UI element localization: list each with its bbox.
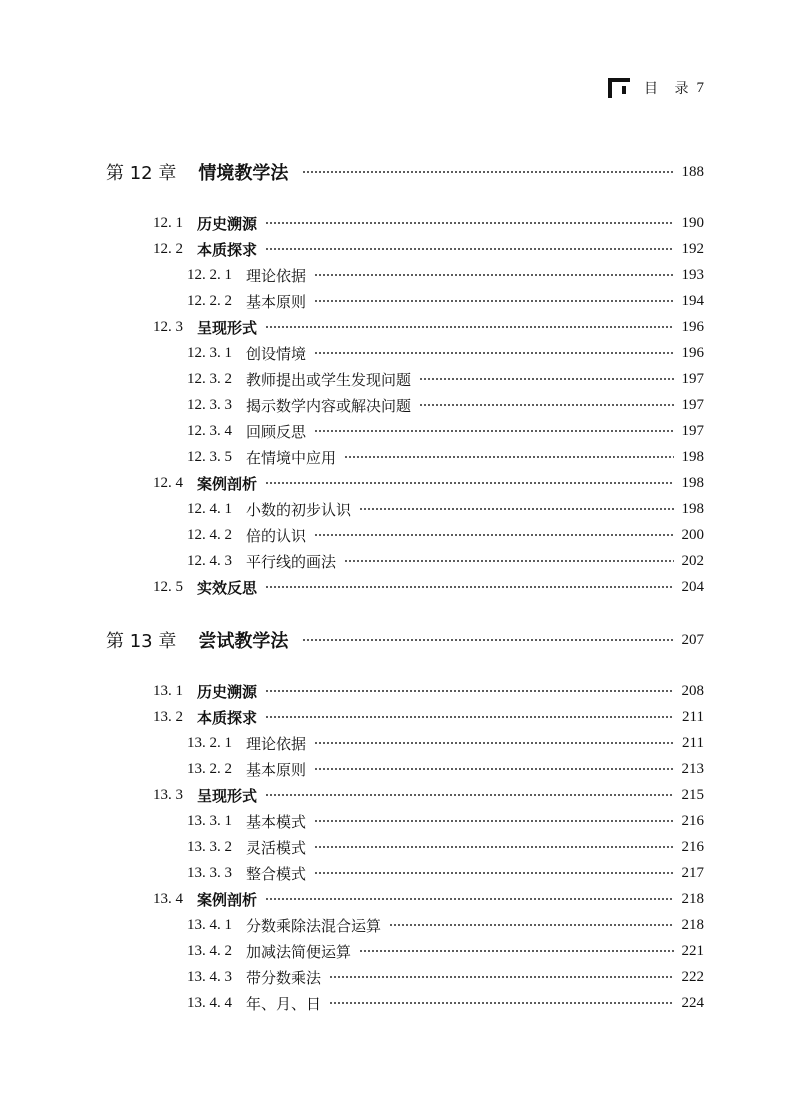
toc-entry-number: 13. 4. 1 — [187, 916, 232, 933]
toc-entry-title: 理论依据 — [246, 734, 307, 753]
dot-leader — [265, 478, 673, 488]
toc-entry-page: 221 — [681, 942, 704, 959]
toc-entry-number: 12. 4. 3 — [187, 552, 232, 569]
toc-entry-title: 分数乘除法混合运算 — [246, 916, 382, 935]
toc-entry-page: 217 — [681, 864, 704, 881]
dot-leader — [314, 868, 673, 878]
toc-section-entry — [153, 705, 704, 729]
toc-entry-number: 13. 4. 3 — [187, 968, 232, 985]
toc-entry-number: 13. 3. 1 — [187, 812, 232, 829]
toc-entry-page: 198 — [681, 500, 704, 517]
toc-entry-page: 215 — [681, 786, 704, 803]
toc-entry-number: 12. 3. 3 — [187, 396, 232, 413]
toc-entry-number: 第 13 章 — [106, 631, 177, 652]
dot-leader — [314, 426, 673, 436]
dot-leader — [265, 686, 673, 696]
toc-entry-title: 年、月、日 — [246, 994, 322, 1013]
toc-subsection-entry — [187, 939, 704, 963]
toc-entry-page: 224 — [681, 994, 704, 1011]
dot-leader — [314, 530, 673, 540]
toc-subsection-entry — [187, 549, 704, 573]
toc-entry-page: 193 — [681, 266, 704, 283]
dot-leader — [265, 244, 673, 254]
dot-leader — [419, 400, 673, 410]
toc-entry-number: 12. 4. 1 — [187, 500, 232, 517]
toc-subsection-entry — [187, 835, 704, 859]
toc-entry-number: 13. 2. 2 — [187, 760, 232, 777]
dot-leader — [302, 167, 673, 177]
toc-subsection-entry — [187, 991, 704, 1015]
toc-entry-page: 197 — [681, 422, 704, 439]
toc-entry-number: 13. 4. 4 — [187, 994, 232, 1011]
toc-subsection-entry — [187, 497, 704, 521]
toc-entry-title: 基本原则 — [246, 292, 307, 311]
dot-leader — [265, 712, 674, 722]
toc-entry-number: 13. 1 — [153, 682, 183, 699]
toc-subsection-entry — [187, 809, 704, 833]
dot-leader — [314, 764, 673, 774]
toc-entry-number: 13. 2. 1 — [187, 734, 232, 751]
dot-leader — [314, 816, 673, 826]
toc-entry-page: 192 — [681, 240, 704, 257]
toc-entry-page: 198 — [681, 474, 704, 491]
toc-entry-title: 历史溯源 — [197, 214, 258, 233]
toc-entry-page: 202 — [681, 552, 704, 569]
toc-section-entry — [153, 237, 704, 261]
toc-subsection-entry — [187, 289, 704, 313]
toc-subsection-entry — [187, 757, 704, 781]
toc-entry-page: 198 — [681, 448, 704, 465]
toc-entry-title: 尝试教学法 — [198, 631, 289, 652]
toc-entry-title: 回顾反思 — [246, 422, 307, 441]
toc-entry-page: 216 — [681, 838, 704, 855]
dot-leader — [314, 738, 674, 748]
toc-entry-number: 12. 4 — [153, 474, 183, 491]
toc-entry-page: 200 — [681, 526, 704, 543]
toc-entry-number: 12. 1 — [153, 214, 183, 231]
toc-entry-page: 208 — [681, 682, 704, 699]
toc-entry-number: 12. 2. 1 — [187, 266, 232, 283]
toc-entry-page: 190 — [681, 214, 704, 231]
toc-entry-page: 213 — [681, 760, 704, 777]
dot-leader — [314, 296, 673, 306]
toc-section-entry — [153, 679, 704, 703]
toc-entry-page: 216 — [681, 812, 704, 829]
dot-leader — [314, 270, 673, 280]
toc-subsection-entry — [187, 523, 704, 547]
toc-subsection-entry — [187, 731, 704, 755]
header-title: 目 录 — [644, 81, 695, 97]
toc-entry-page: 194 — [681, 292, 704, 309]
toc-subsection-entry — [187, 861, 704, 885]
toc-entry-title: 创设情境 — [246, 344, 307, 363]
toc-entry-title: 整合模式 — [246, 864, 307, 883]
toc-entry-title: 呈现形式 — [197, 786, 258, 805]
dot-leader — [265, 218, 673, 228]
toc-entry-number: 13. 3. 3 — [187, 864, 232, 881]
toc-chapter-entry — [106, 160, 704, 184]
corner-mark-icon — [608, 78, 630, 98]
toc-entry-number: 13. 2 — [153, 708, 183, 725]
toc-entry-page: 218 — [681, 916, 704, 933]
toc-entry-page: 211 — [682, 708, 704, 725]
toc-entry-number: 13. 3 — [153, 786, 183, 803]
toc-entry-page: 196 — [681, 344, 704, 361]
toc-entry-page: 204 — [681, 578, 704, 595]
toc-entry-number: 12. 5 — [153, 578, 183, 595]
dot-leader — [344, 556, 673, 566]
toc-entry-title: 带分数乘法 — [246, 968, 322, 987]
toc-entry-title: 倍的认识 — [246, 526, 307, 545]
dot-leader — [265, 582, 673, 592]
toc-chapter-entry — [106, 628, 704, 652]
toc-subsection-entry — [187, 341, 704, 365]
toc-entry-title: 灵活模式 — [246, 838, 307, 857]
toc-entry-number: 13. 4. 2 — [187, 942, 232, 959]
toc-section-entry — [153, 887, 704, 911]
toc-entry-title: 基本原则 — [246, 760, 307, 779]
dot-leader — [329, 972, 673, 982]
dot-leader — [265, 894, 673, 904]
toc-entry-title: 案例剖析 — [197, 474, 258, 493]
toc-entry-page: 207 — [681, 631, 704, 648]
toc-entry-title: 情境教学法 — [198, 163, 289, 184]
header-page-number: 7 — [696, 79, 704, 96]
dot-leader — [419, 374, 673, 384]
toc-entry-title: 小数的初步认识 — [246, 500, 352, 519]
toc-entry-number: 12. 3. 2 — [187, 370, 232, 387]
dot-leader — [329, 998, 673, 1008]
toc-section-entry — [153, 315, 704, 339]
toc-subsection-entry — [187, 913, 704, 937]
toc-entry-title: 本质探求 — [197, 708, 258, 727]
running-header — [608, 76, 704, 100]
toc-entry-title: 教师提出或学生发现问题 — [246, 370, 412, 389]
toc-entry-number: 12. 3 — [153, 318, 183, 335]
toc-entry-page: 197 — [681, 396, 704, 413]
dot-leader — [265, 322, 673, 332]
toc-section-entry — [153, 471, 704, 495]
toc-subsection-entry — [187, 263, 704, 287]
toc-entry-title: 平行线的画法 — [246, 552, 337, 571]
toc-entry-title: 揭示数学内容或解决问题 — [246, 396, 412, 415]
toc-entry-number: 12. 2. 2 — [187, 292, 232, 309]
toc-entry-page: 188 — [681, 163, 704, 180]
toc-entry-number: 12. 4. 2 — [187, 526, 232, 543]
toc-entry-title: 本质探求 — [197, 240, 258, 259]
toc-section-entry — [153, 783, 704, 807]
toc-entry-title: 加减法简便运算 — [246, 942, 352, 961]
dot-leader — [389, 920, 673, 930]
toc-entry-number: 12. 3. 1 — [187, 344, 232, 361]
toc-section-entry — [153, 575, 704, 599]
toc-entry-page: 222 — [681, 968, 704, 985]
toc-subsection-entry — [187, 445, 704, 469]
toc-entry-page: 211 — [682, 734, 704, 751]
toc-entry-number: 13. 4 — [153, 890, 183, 907]
dot-leader — [359, 946, 673, 956]
toc-entry-title: 基本模式 — [246, 812, 307, 831]
toc-entry-title: 理论依据 — [246, 266, 307, 285]
toc-entry-page: 197 — [681, 370, 704, 387]
toc-subsection-entry — [187, 965, 704, 989]
toc-section-entry — [153, 211, 704, 235]
dot-leader — [359, 504, 673, 514]
dot-leader — [265, 790, 673, 800]
toc-subsection-entry — [187, 419, 704, 443]
dot-leader — [314, 348, 673, 358]
toc-entry-title: 在情境中应用 — [246, 448, 337, 467]
toc-entry-number: 12. 3. 5 — [187, 448, 232, 465]
toc-entry-number: 第 12 章 — [106, 163, 177, 184]
toc-subsection-entry — [187, 393, 704, 417]
toc-entry-number: 12. 2 — [153, 240, 183, 257]
dot-leader — [314, 842, 673, 852]
toc-entry-title: 呈现形式 — [197, 318, 258, 337]
toc-entry-title: 案例剖析 — [197, 890, 258, 909]
dot-leader — [344, 452, 673, 462]
toc-entry-number: 13. 3. 2 — [187, 838, 232, 855]
toc-entry-title: 实效反思 — [197, 578, 258, 597]
toc-entry-title: 历史溯源 — [197, 682, 258, 701]
toc-subsection-entry — [187, 367, 704, 391]
dot-leader — [302, 635, 673, 645]
toc-entry-page: 196 — [681, 318, 704, 335]
toc-entry-number: 12. 3. 4 — [187, 422, 232, 439]
toc-entry-page: 218 — [681, 890, 704, 907]
